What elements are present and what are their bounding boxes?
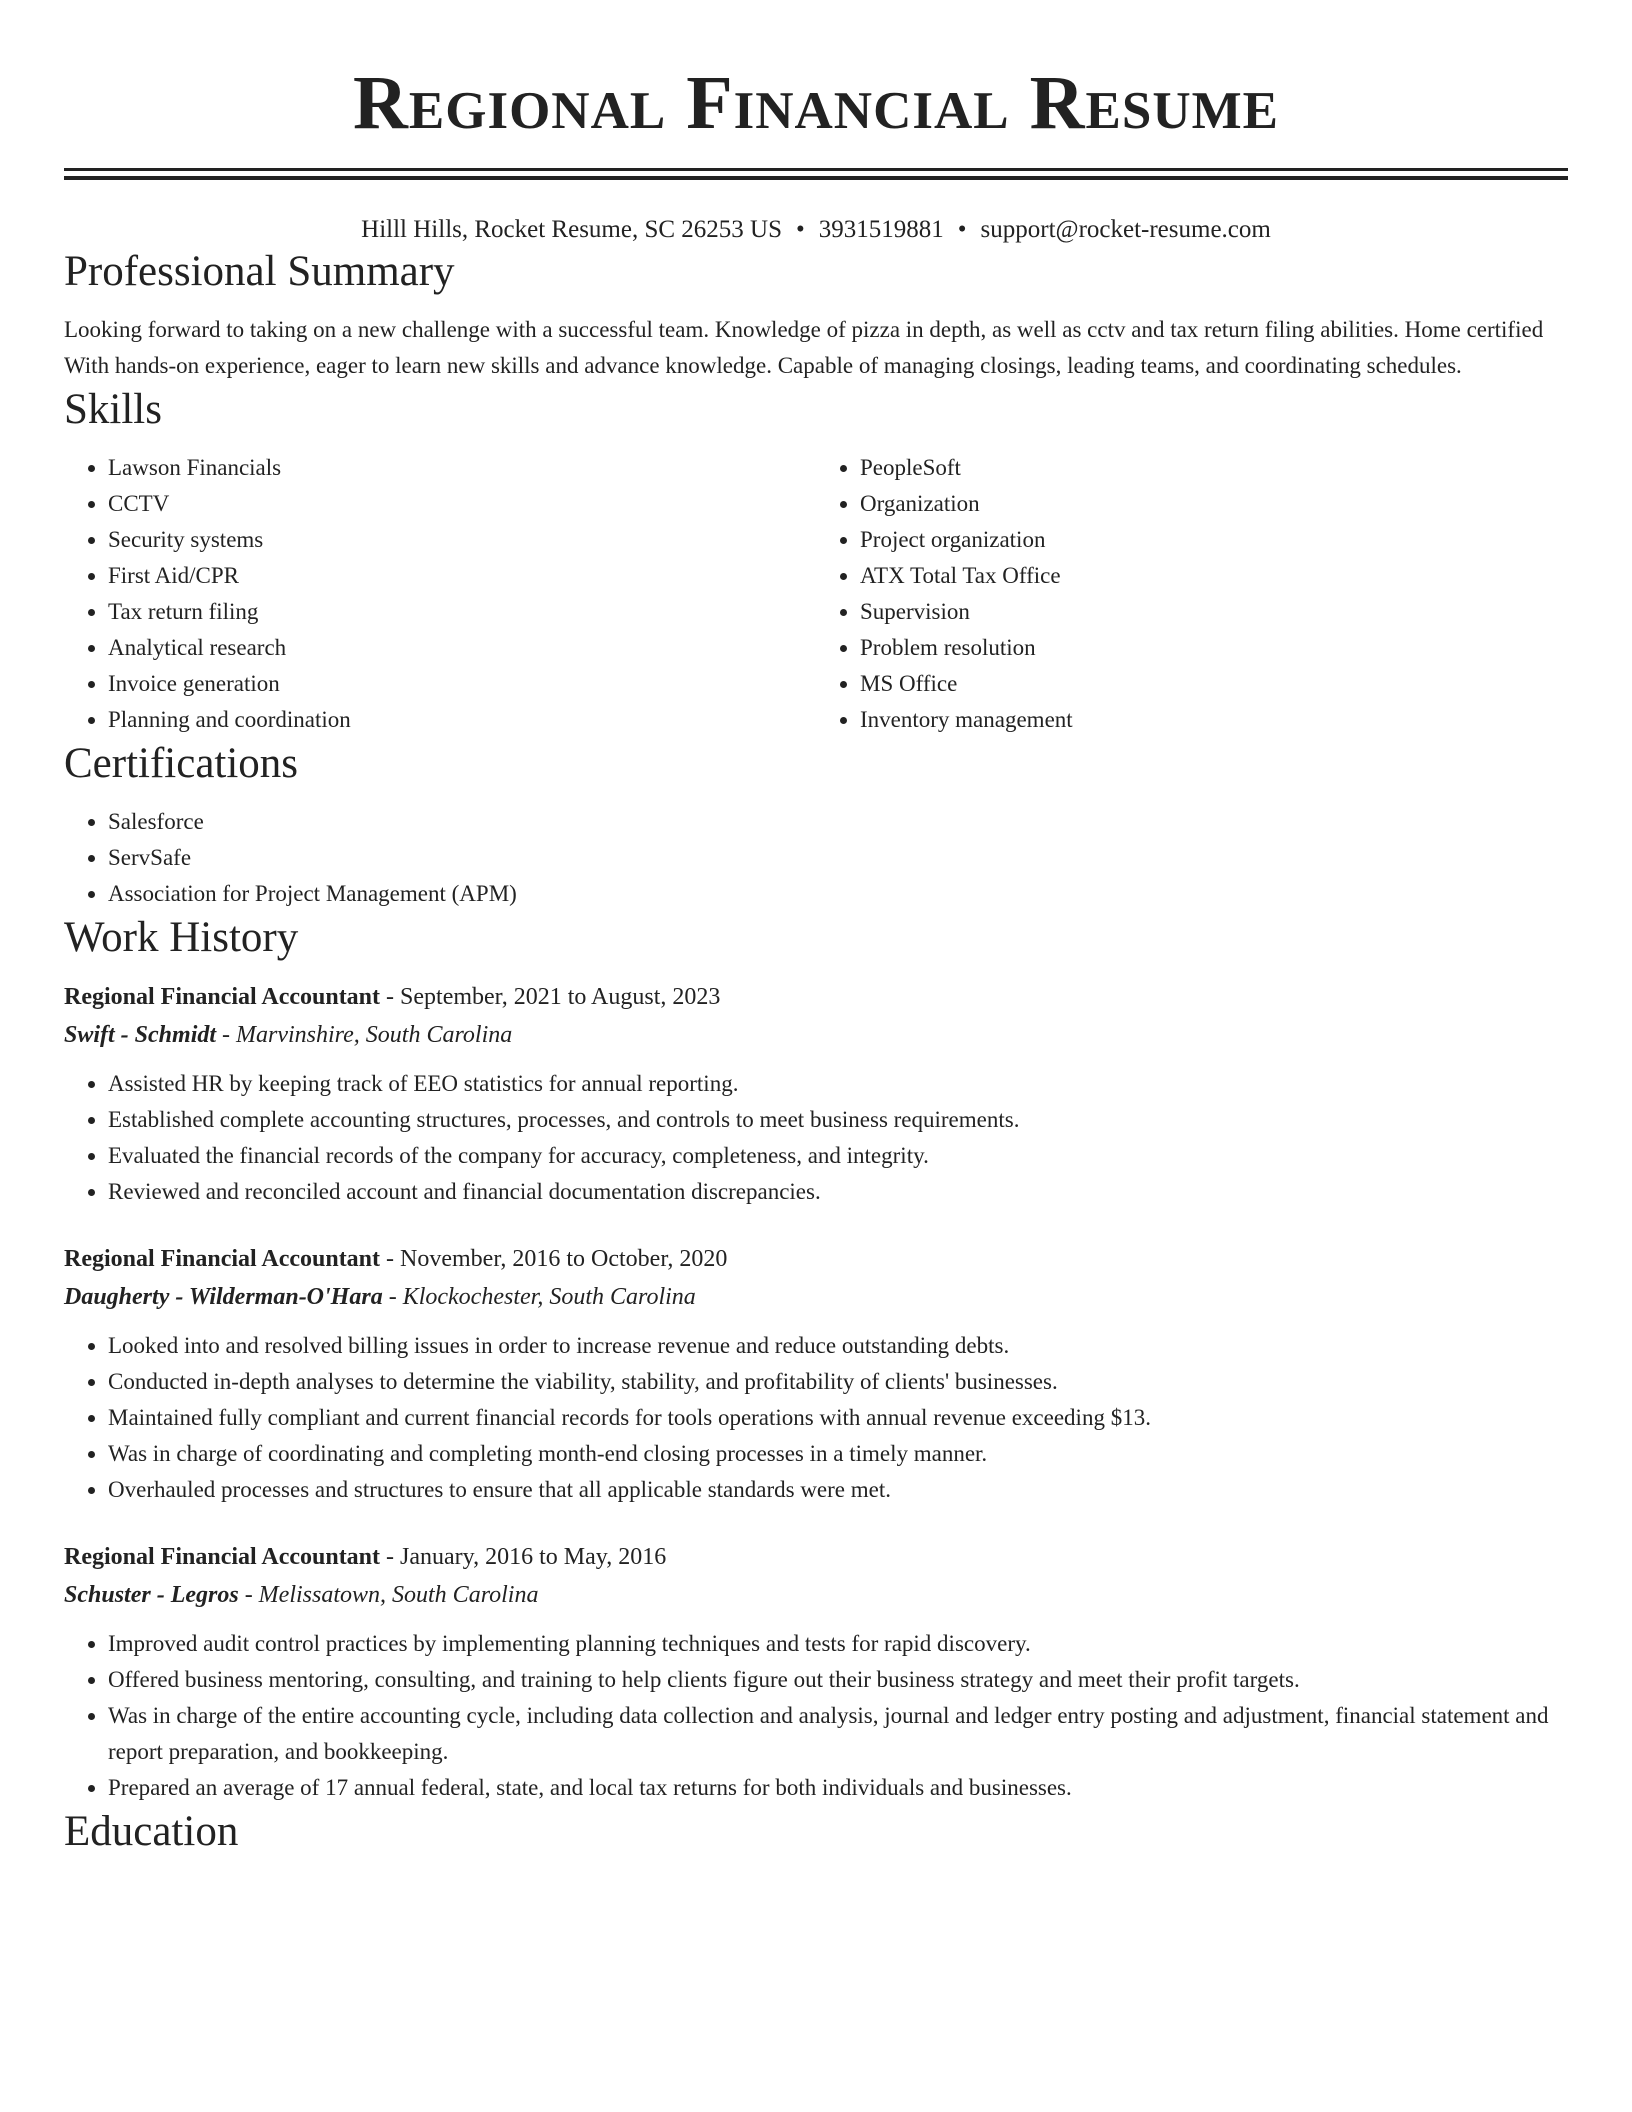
summary-heading: Professional Summary	[64, 248, 455, 295]
job-company: Swift - Schmidt	[64, 1022, 217, 1048]
resume-title: Regional Financial Resume	[353, 61, 1279, 145]
education-heading: Education	[64, 1808, 239, 1855]
contact-separator: •	[796, 216, 805, 243]
list-item: • Lawson Financials	[108, 450, 816, 486]
list-item: • Established complete accounting structures, processes, and controls to meet business requirements.	[108, 1102, 1568, 1138]
list-item: • Looked into and resolved billing issues in order to increase revenue and reduce outstanding debts.	[108, 1328, 1568, 1364]
title-rule-top	[64, 168, 1568, 171]
job-bullets	[64, 1066, 1568, 1210]
job-bullets	[64, 1626, 1568, 1806]
job-location: - Marvinshire, South Carolina	[216, 1022, 513, 1048]
job-entry	[64, 978, 1568, 1210]
job-position: Regional Financial Accountant	[64, 984, 381, 1010]
list-item: • ServSafe	[108, 840, 1568, 876]
list-item: • CCTV	[108, 486, 816, 522]
job-entry	[64, 1240, 1568, 1508]
list-item: • Was in charge of the entire accounting cycle, including data collection and analysis, journal and ledger entry posting and adjustment, financial statement and report preparation, and bookkeeping.	[108, 1698, 1568, 1770]
job-company-line	[64, 1576, 1568, 1614]
list-item: • Improved audit control practices by implementing planning techniques and tests for rapid discovery.	[108, 1626, 1568, 1662]
job-entry	[64, 1538, 1568, 1806]
list-item: • MS Office	[860, 666, 1568, 702]
job-location: - Melissatown, South Carolina	[238, 1582, 539, 1608]
list-item: • PeopleSoft	[860, 450, 1568, 486]
list-item: • Planning and coordination	[108, 702, 816, 738]
list-item: • Prepared an average of 17 annual federal, state, and local tax returns for both individuals and businesses.	[108, 1770, 1568, 1806]
job-dates: - November, 2016 to October, 2020	[380, 1246, 728, 1272]
list-item: • Problem resolution	[860, 630, 1568, 666]
list-item: • Organization	[860, 486, 1568, 522]
job-company: Schuster - Legros	[64, 1582, 239, 1608]
job-bullets	[64, 1328, 1568, 1508]
certifications-list	[64, 804, 1568, 912]
job-title-line	[64, 978, 1568, 1016]
list-item: • Evaluated the financial records of the company for accuracy, completeness, and integrity.	[108, 1138, 1568, 1174]
work-history	[64, 978, 1568, 1806]
list-item: • Salesforce	[108, 804, 1568, 840]
work-history-heading: Work History	[64, 914, 299, 961]
list-item: • Conducted in-depth analyses to determine the viability, stability, and profitability of clients' businesses.	[108, 1364, 1568, 1400]
job-position: Regional Financial Accountant	[64, 1246, 381, 1272]
list-item: • Inventory management	[860, 702, 1568, 738]
skills-list-right	[816, 450, 1568, 738]
summary-text: Looking forward to taking on a new challenge with a successful team. Knowledge of pizza in depth, as well as cctv and tax return filing abilities. Home certified With hands-on experience, eager to learn new skills and advance knowledge. Capable of managing closings, leading teams, and coordinating schedules.	[64, 317, 1544, 378]
contact-email: support@rocket-resume.com	[980, 216, 1271, 243]
contact-address: Hilll Hills, Rocket Resume, SC 26253 US	[361, 216, 783, 243]
list-item: • First Aid/CPR	[108, 558, 816, 594]
job-company-line	[64, 1278, 1568, 1316]
title-rule-bottom	[64, 176, 1568, 180]
job-title-line	[64, 1538, 1568, 1576]
list-item: • Maintained fully compliant and current financial records for tools operations with annual revenue exceeding $13.	[108, 1400, 1568, 1436]
skills-columns	[64, 450, 1568, 738]
list-item: • Assisted HR by keeping track of EEO statistics for annual reporting.	[108, 1066, 1568, 1102]
job-dates: - January, 2016 to May, 2016	[380, 1544, 667, 1570]
contact-line	[64, 214, 1568, 246]
list-item: • Project organization	[860, 522, 1568, 558]
certifications-heading: Certifications	[64, 740, 299, 787]
skills-list-left	[64, 450, 816, 738]
list-item: • Association for Project Management (APM)	[108, 876, 1568, 912]
list-item: • Supervision	[860, 594, 1568, 630]
list-item: • Tax return filing	[108, 594, 816, 630]
job-title-line	[64, 1240, 1568, 1278]
list-item: • Reviewed and reconciled account and financial documentation discrepancies.	[108, 1174, 1568, 1210]
skills-heading: Skills	[64, 386, 162, 433]
job-company: Daugherty - Wilderman-O'Hara	[64, 1284, 383, 1310]
list-item: • Was in charge of coordinating and completing month-end closing processes in a timely manner.	[108, 1436, 1568, 1472]
job-company-line	[64, 1016, 1568, 1054]
contact-phone: 3931519881	[818, 216, 944, 243]
list-item: • Security systems	[108, 522, 816, 558]
list-item: • ATX Total Tax Office	[860, 558, 1568, 594]
list-item: • Analytical research	[108, 630, 816, 666]
job-location: - Klockochester, South Carolina	[382, 1284, 696, 1310]
list-item: • Offered business mentoring, consulting, and training to help clients figure out their business strategy and meet their profit targets.	[108, 1662, 1568, 1698]
job-position: Regional Financial Accountant	[64, 1544, 381, 1570]
list-item: • Overhauled processes and structures to ensure that all applicable standards were met.	[108, 1472, 1568, 1508]
job-dates: - September, 2021 to August, 2023	[380, 984, 721, 1010]
list-item: • Invoice generation	[108, 666, 816, 702]
contact-separator: •	[957, 216, 967, 243]
